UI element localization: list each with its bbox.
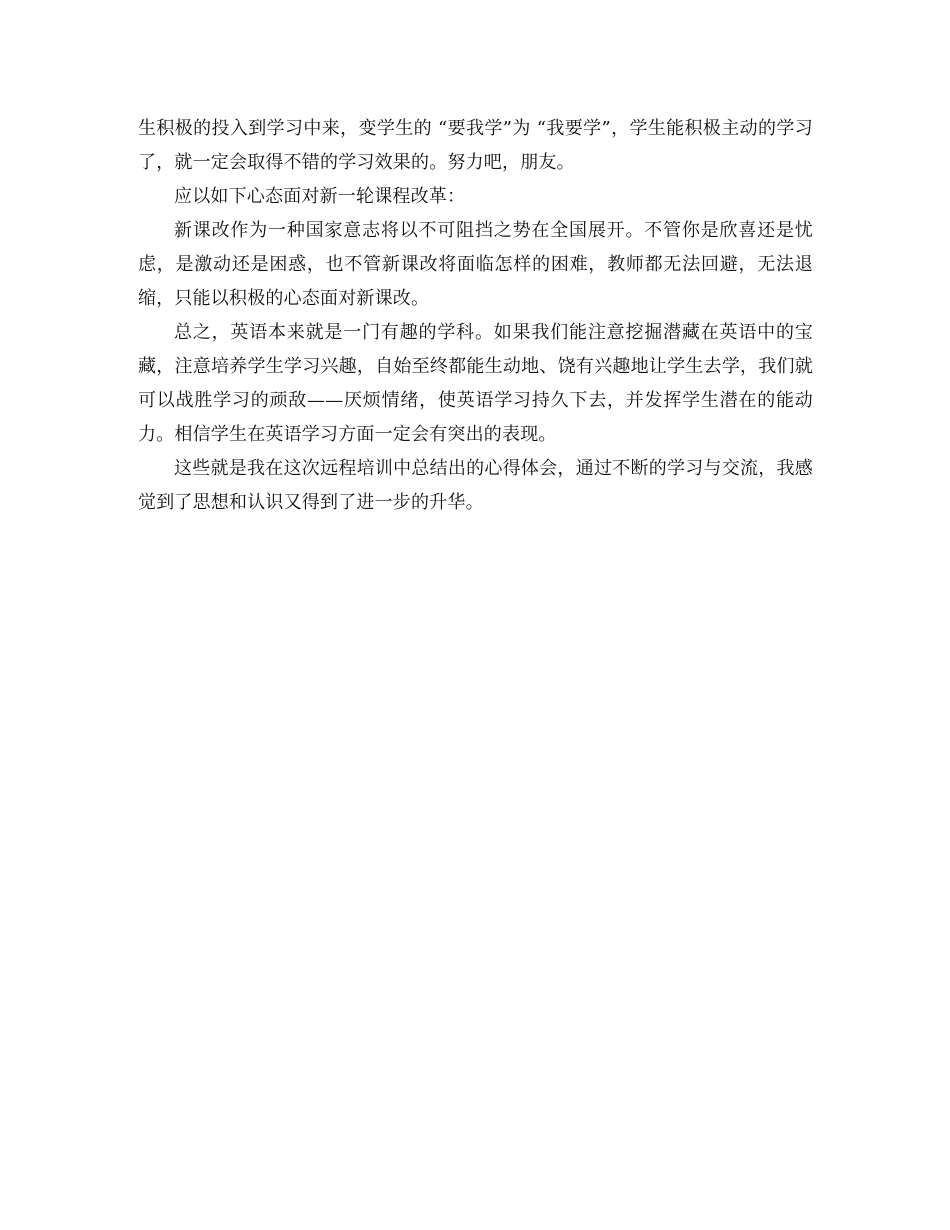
paragraph-continuation: 生积极的投入到学习中来，变学生的 “要我学”为 “我要学”，学生能积极主动的学习了，就一定会取得不错的学习效果的。努力吧，朋友。 — [138, 118, 813, 173]
document-body — [138, 112, 813, 520]
paragraph-curriculum-reform: 新课改作为一种国家意志将以不可阻挡之势在全国展开。不管你是欣喜还是忧虑，是激动还是困惑，也不管新课改将面临怎样的困难，教师都无法回避，无法退缩，只能以积极的心态面对新课改。 — [138, 220, 813, 309]
paragraph-mindset-intro: 应以如下心态面对新一轮课程改革： — [174, 186, 466, 207]
paragraph-conclusion: 这些就是我在这次远程培训中总结出的心得体会，通过不断的学习与交流，我感觉到了思想和认识又得到了进一步的升华。 — [138, 458, 813, 513]
paragraph-english-interest: 总之，英语本来就是一门有趣的学科。如果我们能注意挖掘潜藏在英语中的宝藏，注意培养学生学习兴趣，自始至终都能生动地、饶有兴趣地让学生去学，我们就可以战胜学习的顽敌——厌烦情绪，使英语学习持久下去，并发挥学生潜在的能动力。相信学生在英语学习方面一定会有突出的表现。 — [138, 322, 813, 445]
